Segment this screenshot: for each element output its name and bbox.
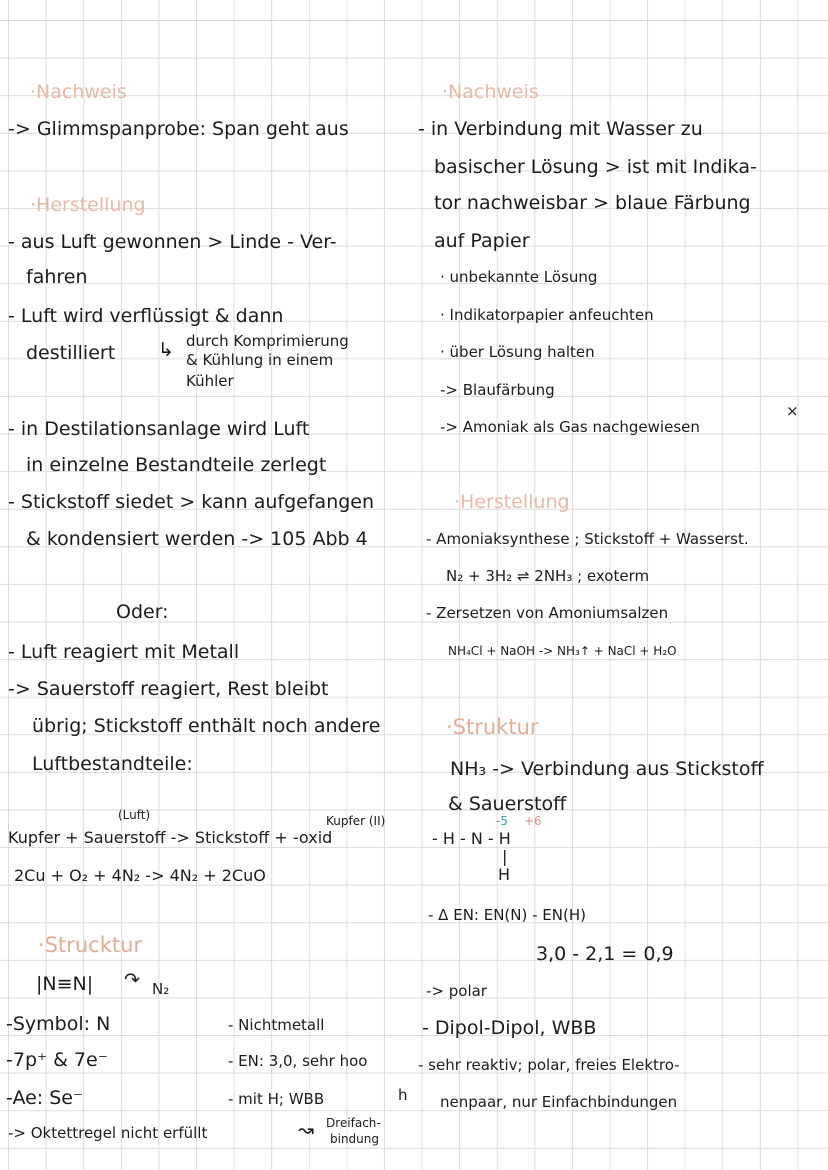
process-line: - in Destilationsanlage wird Luft bbox=[8, 418, 310, 440]
nachweis-step: · über Lösung halten bbox=[440, 343, 595, 361]
oktett-note: Dreifach- bbox=[326, 1116, 381, 1130]
herstellung-line: - Luft wird verflüssigt & dann bbox=[8, 305, 284, 327]
metall-line: Luftbestandteile: bbox=[32, 753, 193, 775]
process-line: - Stickstoff siedet > kann aufgefangen bbox=[8, 491, 375, 513]
destill-note: & Kühlung in einem bbox=[186, 351, 334, 369]
dipol-line: - Dipol-Dipol, WBB bbox=[422, 1017, 597, 1039]
equation-1: Kupfer + Sauerstoff -> Stickstoff + -oxid bbox=[8, 828, 333, 847]
wavy-arrow-icon: ↝ bbox=[298, 1119, 314, 1141]
polar-line: -> polar bbox=[426, 982, 487, 1000]
process-line: in einzelne Bestandteile zerlegt bbox=[26, 454, 327, 476]
nachweis-line: - in Verbindung mit Wasser zu bbox=[418, 118, 703, 140]
herstellung-line: destilliert bbox=[26, 342, 116, 364]
property-item: -7p⁺ & 7e⁻ bbox=[6, 1049, 108, 1071]
oktett-line: -> Oktettregel nicht erfüllt bbox=[8, 1124, 208, 1142]
process-line: & kondensiert werden -> 105 Abb 4 bbox=[26, 528, 368, 550]
zersetzen-line: - Zersetzen von Amoniumsalzen bbox=[426, 604, 669, 622]
property-item: -Symbol: N bbox=[6, 1013, 111, 1035]
nachweis-step: -> Amoniak als Gas nachgewiesen bbox=[440, 418, 700, 436]
delta-en: - Δ EN: EN(N) - EN(H) bbox=[428, 906, 586, 924]
eq-label-kupfer: Kupfer (II) bbox=[326, 814, 386, 828]
reaktiv-line: nenpaar, nur Einfachbindungen bbox=[440, 1093, 678, 1111]
n2-label: N₂ bbox=[152, 980, 170, 998]
nh3-line: & Sauerstoff bbox=[448, 793, 567, 815]
nachweis-line: auf Papier bbox=[434, 230, 530, 252]
molecule-h: H bbox=[498, 865, 511, 884]
herstellung-heading: ·Herstellung bbox=[454, 491, 570, 513]
destill-note: durch Komprimierung bbox=[186, 332, 349, 350]
herstellung-line: fahren bbox=[26, 266, 88, 288]
metall-line: -> Sauerstoff reagiert, Rest bleibt bbox=[8, 678, 329, 700]
equation-2: 2Cu + O₂ + 4N₂ -> 4N₂ + 2CuO bbox=[14, 866, 266, 885]
property-item: - mit H; WBB bbox=[228, 1090, 325, 1108]
herstellung-line: - Amoniaksynthese ; Stickstoff + Wasserst. bbox=[426, 530, 749, 548]
stray-mark: h bbox=[398, 1086, 408, 1104]
metall-line: - Luft reagiert mit Metall bbox=[8, 641, 240, 663]
oktett-note: bindung bbox=[330, 1132, 380, 1146]
nh3-line: NH₃ -> Verbindung aus Stickstoff bbox=[450, 758, 764, 780]
metall-line: übrig; Stickstoff enthält noch andere bbox=[32, 715, 381, 737]
herstellung-heading: ·Herstellung bbox=[30, 194, 146, 216]
property-item: - EN: 3,0, sehr hoo bbox=[228, 1052, 368, 1070]
property-item: - Nichtmetall bbox=[228, 1016, 325, 1034]
struktur-heading: ·Strucktur bbox=[38, 933, 143, 957]
curved-arrow-icon: ↷ bbox=[124, 969, 140, 991]
herstellung-line: - aus Luft gewonnen > Linde - Ver- bbox=[8, 231, 337, 253]
property-item: -Ae: Se⁻ bbox=[6, 1087, 84, 1109]
partial-charge-positive: +6 bbox=[524, 814, 542, 828]
molecule-bond: | bbox=[502, 847, 508, 866]
salt-equation: NH₄Cl + NaOH -> NH₃↑ + NaCl + H₂O bbox=[448, 644, 677, 658]
nachweis-step: -> Blaufärbung bbox=[440, 381, 555, 399]
reaktiv-line: - sehr reaktiv; polar, freies Elektro- bbox=[418, 1056, 680, 1074]
nachweis-line: tor nachweisbar > blaue Färbung bbox=[434, 192, 751, 214]
nachweis-heading: ·Nachweis bbox=[442, 81, 539, 103]
nachweis-step: · unbekannte Lösung bbox=[440, 268, 598, 286]
x-mark-icon: × bbox=[786, 402, 799, 420]
molecule-row: - H - N - H bbox=[432, 829, 511, 848]
nachweis-line: -> Glimmspanprobe: Span geht aus bbox=[8, 118, 349, 140]
struktur-heading: ·Struktur bbox=[446, 715, 539, 739]
delta-calc: 3,0 - 2,1 = 0,9 bbox=[536, 943, 674, 965]
nachweis-step: · Indikatorpapier anfeuchten bbox=[440, 306, 654, 324]
nachweis-line: basischer Lösung > ist mit Indika- bbox=[434, 156, 757, 178]
partial-charge-negative: -5 bbox=[496, 814, 508, 828]
destill-note: Kühler bbox=[186, 372, 234, 390]
n2-formula: |N≡N| bbox=[36, 973, 94, 995]
hook-arrow-icon: ↳ bbox=[158, 339, 174, 361]
nachweis-heading: ·Nachweis bbox=[30, 81, 127, 103]
haber-equation: N₂ + 3H₂ ⇌ 2NH₃ ; exoterm bbox=[446, 567, 650, 585]
eq-label-luft: (Luft) bbox=[118, 808, 151, 822]
oder-label: Oder: bbox=[116, 601, 169, 623]
